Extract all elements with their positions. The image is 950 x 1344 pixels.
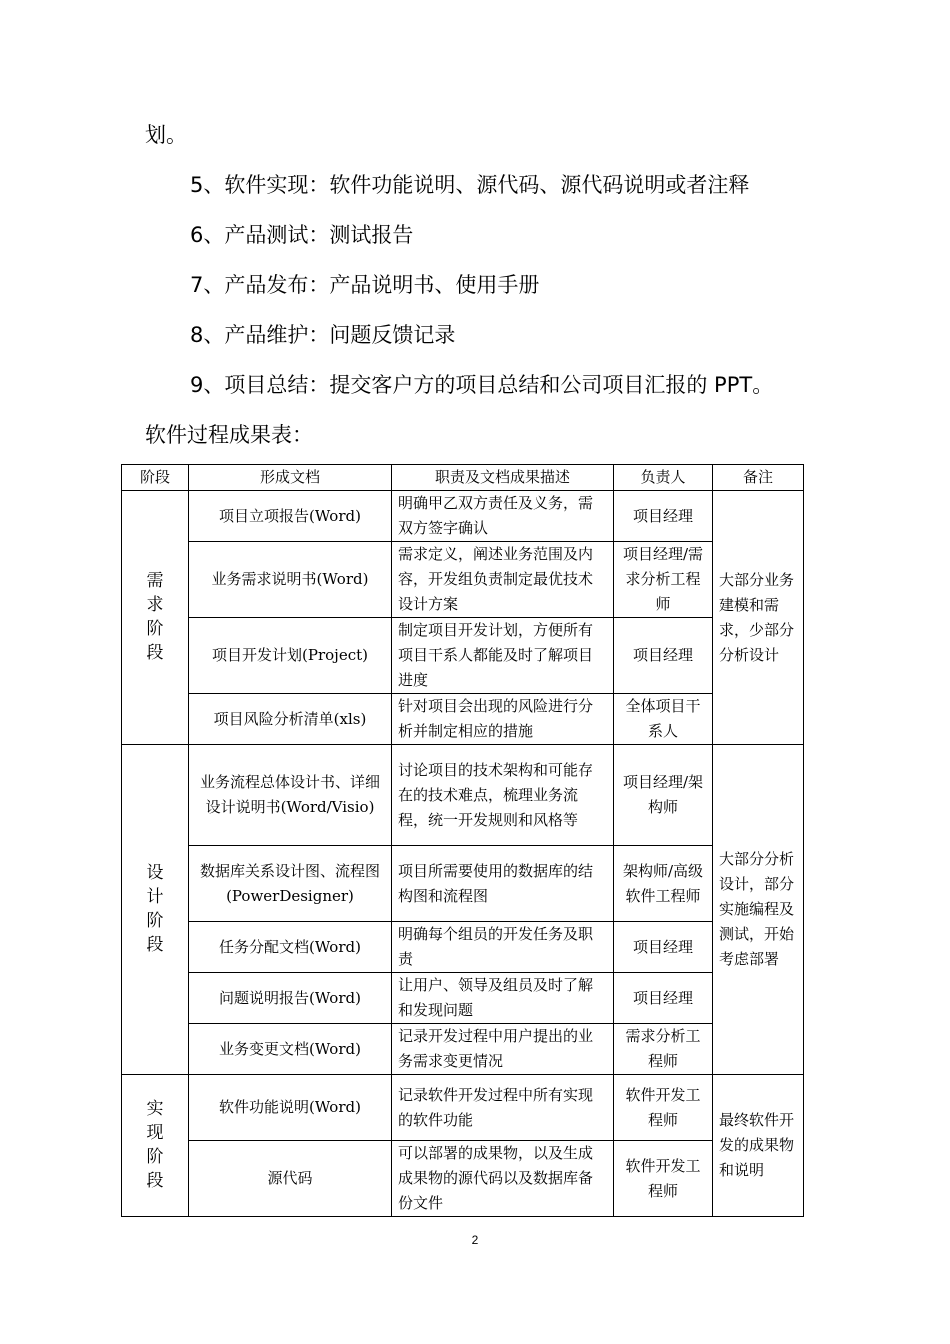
owner-cell: 项目经理/架构师 — [614, 745, 713, 846]
doc-cell: 源代码 — [189, 1141, 392, 1217]
page-number: 2 — [471, 1233, 479, 1247]
owner-cell: 项目经理 — [614, 491, 713, 542]
table-row — [122, 542, 804, 618]
owner-cell: 软件开发工程师 — [614, 1141, 713, 1217]
header-description: 职责及文档成果描述 — [392, 465, 614, 491]
owner-cell: 架构师/高级软件工程师 — [614, 846, 713, 922]
desc-cell: 制定项目开发计划，方便所有项目干系人都能及时了解项目进度 — [392, 618, 614, 694]
table-row — [122, 846, 804, 922]
note-cell: 最终软件开发的成果物和说明 — [713, 1075, 804, 1217]
desc-cell: 记录开发过程中用户提出的业务需求变更情况 — [392, 1024, 614, 1075]
note-cell: 大部分业务建模和需求，少部分分析设计 — [713, 491, 804, 745]
doc-cell: 软件功能说明(Word) — [189, 1075, 392, 1141]
table-row — [122, 1141, 804, 1217]
doc-cell: 业务变更文档(Word) — [189, 1024, 392, 1075]
table-row — [122, 973, 804, 1024]
header-owner: 负责人 — [614, 465, 713, 491]
list-item-5: 5、软件实现：软件功能说明、源代码、源代码说明或者注释 — [190, 173, 750, 197]
doc-cell: 数据库关系设计图、流程图(PowerDesigner) — [189, 846, 392, 922]
doc-cell: 项目立项报告(Word) — [189, 491, 392, 542]
desc-cell: 需求定义，阐述业务范围及内容，开发组负责制定最优技术设计方案 — [392, 542, 614, 618]
doc-cell: 任务分配文档(Word) — [189, 922, 392, 973]
owner-cell: 项目经理 — [614, 618, 713, 694]
desc-cell: 项目所需要使用的数据库的结构图和流程图 — [392, 846, 614, 922]
table-row — [122, 745, 804, 846]
desc-cell: 让用户、领导及组员及时了解和发现问题 — [392, 973, 614, 1024]
phase-cell: 设计阶段 — [122, 745, 189, 1075]
desc-cell: 可以部署的成果物，以及生成成果物的源代码以及数据库备份文件 — [392, 1141, 614, 1217]
table-row — [122, 694, 804, 745]
owner-cell: 软件开发工程师 — [614, 1075, 713, 1141]
owner-cell: 全体项目干系人 — [614, 694, 713, 745]
list-item-9: 9、项目总结：提交客户方的项目总结和公司项目汇报的 PPT。 — [190, 373, 774, 397]
desc-cell: 明确每个组员的开发任务及职责 — [392, 922, 614, 973]
desc-cell: 讨论项目的技术架构和可能存在的技术难点，梳理业务流程，统一开发规则和风格等 — [392, 745, 614, 846]
owner-cell: 项目经理 — [614, 922, 713, 973]
doc-cell: 问题说明报告(Word) — [189, 973, 392, 1024]
table-caption: 软件过程成果表： — [145, 423, 313, 447]
list-item-7: 7、产品发布：产品说明书、使用手册 — [190, 273, 540, 297]
owner-cell: 需求分析工程师 — [614, 1024, 713, 1075]
list-item-8: 8、产品维护：问题反馈记录 — [190, 323, 456, 347]
process-results-table — [121, 464, 804, 1217]
note-cell: 大部分分析设计，部分实施编程及测试，开始考虑部署 — [713, 745, 804, 1075]
table-header-row — [122, 465, 804, 491]
doc-cell: 项目开发计划(Project) — [189, 618, 392, 694]
table-row — [122, 1024, 804, 1075]
table-row — [122, 618, 804, 694]
phase-cell: 需求阶段 — [122, 491, 189, 745]
owner-cell: 项目经理/需求分析工程师 — [614, 542, 713, 618]
owner-cell: 项目经理 — [614, 973, 713, 1024]
desc-cell: 记录软件开发过程中所有实现的软件功能 — [392, 1075, 614, 1141]
header-phase: 阶段 — [122, 465, 189, 491]
desc-cell: 针对项目会出现的风险进行分析并制定相应的措施 — [392, 694, 614, 745]
table-row — [122, 491, 804, 542]
table-row — [122, 922, 804, 973]
doc-cell: 项目风险分析清单(xls) — [189, 694, 392, 745]
header-document: 形成文档 — [189, 465, 392, 491]
phase-cell: 实现阶段 — [122, 1075, 189, 1217]
doc-cell: 业务需求说明书(Word) — [189, 542, 392, 618]
desc-cell: 明确甲乙双方责任及义务，需双方签字确认 — [392, 491, 614, 542]
header-note: 备注 — [713, 465, 804, 491]
table-row — [122, 1075, 804, 1141]
paragraph-continuation: 划。 — [145, 123, 187, 147]
list-item-6: 6、产品测试：测试报告 — [190, 223, 414, 247]
doc-cell: 业务流程总体设计书、详细设计说明书(Word/Visio) — [189, 745, 392, 846]
